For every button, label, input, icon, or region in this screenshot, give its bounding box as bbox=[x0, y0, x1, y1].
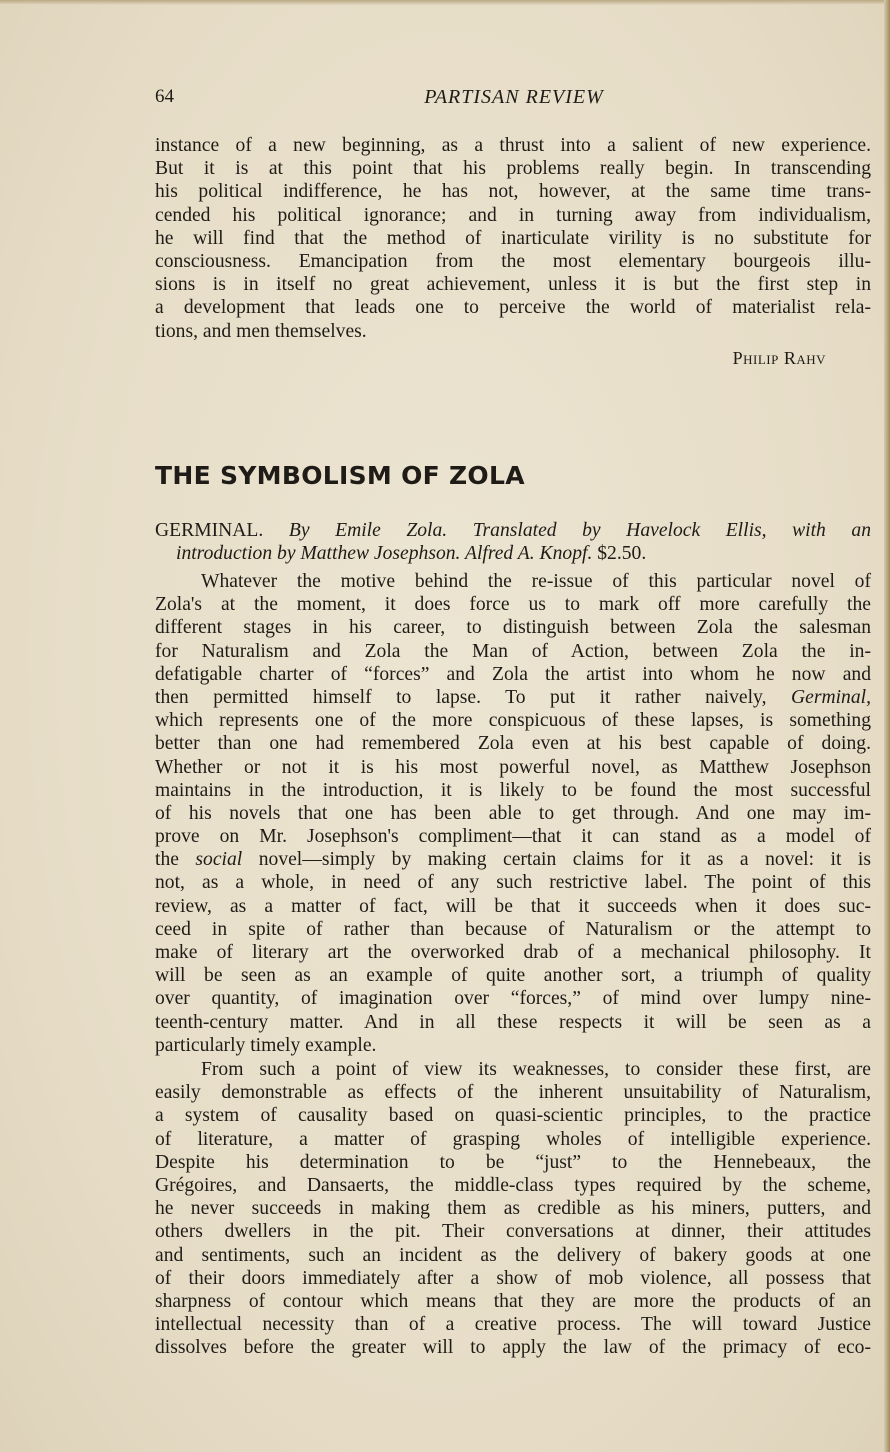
text-segment: the bbox=[155, 849, 179, 871]
text-line: Grégoires, and Dansaerts, the middle-class types required by the scheme, bbox=[155, 1174, 871, 1196]
italic-title: Germinal, bbox=[790, 686, 871, 708]
text-line: tions, and men themselves. bbox=[155, 320, 367, 342]
text-line: a system of causality based on quasi-scientic principles, to the practice bbox=[155, 1105, 871, 1127]
text-line: of literature, a matter of grasping wholes of intelligible experience. bbox=[155, 1128, 871, 1150]
text-line: instance of a new beginning, as a thrust into a salient of new experience. bbox=[155, 135, 871, 156]
text-line: Whether or not it is his most powerful novel, as Matthew Josephson bbox=[155, 756, 871, 778]
book-credits-cont: introduction by Matthew Josephson. Alfred A. Knopf. bbox=[176, 543, 593, 565]
text-line: and sentiments, such an incident as the delivery of bakery goods at one bbox=[155, 1244, 871, 1266]
text-line: maintains in the introduction, it is likely to be found the most successful bbox=[155, 779, 871, 801]
text-line: he will find that the method of inarticulate virility is no substitute for bbox=[155, 227, 871, 249]
text-line: But it is at this point that his problems really begin. In transcending bbox=[155, 158, 871, 180]
prior-article-text bbox=[155, 134, 871, 343]
book-price: $2.50. bbox=[597, 543, 647, 565]
text-line: different stages in his career, to distinguish between Zola the salesman bbox=[155, 617, 871, 639]
text-line: sions is in itself no great achievement, unless it is but the first step in bbox=[155, 274, 871, 296]
page-binding-edge bbox=[884, 0, 890, 1452]
text-line: others dwellers in the pit. Their conversations at dinner, their attitudes bbox=[155, 1221, 871, 1243]
journal-title: PARTISAN REVIEW bbox=[424, 86, 604, 108]
text-line: make of literary art the overworked drab of a mechanical philosophy. It bbox=[155, 942, 871, 963]
review-paragraph-1 bbox=[155, 570, 871, 1057]
text-line: for Naturalism and Zola the Man of Action, between Zola the in- bbox=[155, 640, 871, 662]
text-line bbox=[155, 848, 871, 871]
text-line: of their doors immediately after a show of mob violence, all possess that bbox=[155, 1267, 871, 1289]
italic-word: social bbox=[195, 849, 243, 871]
text-line: consciousness. Emancipation from the most elementary bourgeois illu- bbox=[155, 250, 871, 272]
text-line: defatigable charter of “forces” and Zola the artist into whom he now and bbox=[155, 663, 871, 685]
text-line: particularly timely example. bbox=[155, 1034, 377, 1056]
text-segment: then permitted himself to lapse. To put it rather naively, bbox=[155, 686, 767, 708]
text-line: will be seen as an example of quite another sort, a triumph of quality bbox=[155, 965, 871, 987]
citation-line-1 bbox=[155, 519, 871, 542]
text-line: Whatever the motive behind the re-issue of this particular novel of bbox=[201, 571, 871, 592]
citation-line-2 bbox=[155, 542, 871, 565]
text-line: cended his political ignorance; and in turning away from individualism, bbox=[155, 204, 871, 226]
text-line: intellectual necessity than of a creative process. The will toward Justice bbox=[155, 1314, 871, 1336]
text-line: not, as a whole, in need of any such restrictive label. The point of this bbox=[155, 872, 871, 894]
running-head bbox=[155, 86, 873, 112]
text-line: From such a point of view its weaknesses, to consider these first, are bbox=[201, 1059, 871, 1080]
text-line: a development that leads one to perceive the world of materialist rela- bbox=[155, 297, 871, 319]
text-line: prove on Mr. Josephson's compliment—that it can stand as a model of bbox=[155, 826, 871, 848]
text-line: which represents one of the more conspicuous of these lapses, is something bbox=[155, 710, 871, 732]
article-title: THE SYMBOLISM OF ZOLA bbox=[155, 461, 525, 490]
text-segment: novel—simply by making certain claims for it as a novel: it is bbox=[258, 849, 871, 871]
text-line: his political indifference, he has not, however, at the same time trans- bbox=[155, 181, 871, 203]
text-line: of his novels that one has been able to get through. And one may im- bbox=[155, 802, 871, 824]
text-line bbox=[155, 686, 871, 709]
text-line: review, as a matter of fact, will be that it succeeds when it does suc- bbox=[155, 895, 871, 917]
text-line: dissolves before the greater will to apply the law of the primacy of eco- bbox=[155, 1337, 871, 1359]
page-top-edge bbox=[0, 0, 890, 5]
page-number: 64 bbox=[155, 86, 174, 107]
author-signature: Philip Rahv bbox=[732, 348, 826, 368]
text-line: sharpness of contour which means that they are more the products of an bbox=[155, 1290, 871, 1312]
book-credits: By Emile Zola. Translated by Havelock Ellis, with an bbox=[288, 520, 871, 541]
book-title: GERMINAL. bbox=[155, 520, 264, 541]
text-line: over quantity, of imagination over “forces,” of mind over lumpy nine- bbox=[155, 988, 871, 1010]
text-line: ceed in spite of rather than because of Naturalism or the attempt to bbox=[155, 918, 871, 940]
text-line: better than one had remembered Zola even at his best capable of doing. bbox=[155, 733, 871, 755]
text-line: he never succeeds in making them as credible as his miners, putters, and bbox=[155, 1198, 871, 1220]
text-line: Zola's at the moment, it does force us to mark off more carefully the bbox=[155, 594, 871, 616]
review-paragraph-2 bbox=[155, 1058, 871, 1359]
text-line: Despite his determination to be “just” to the Hennebeaux, the bbox=[155, 1151, 871, 1173]
text-line: easily demonstrable as effects of the inherent unsuitability of Naturalism, bbox=[155, 1082, 871, 1104]
review-citation bbox=[155, 519, 871, 565]
text-line: teenth-century matter. And in all these respects it will be seen as a bbox=[155, 1011, 871, 1033]
